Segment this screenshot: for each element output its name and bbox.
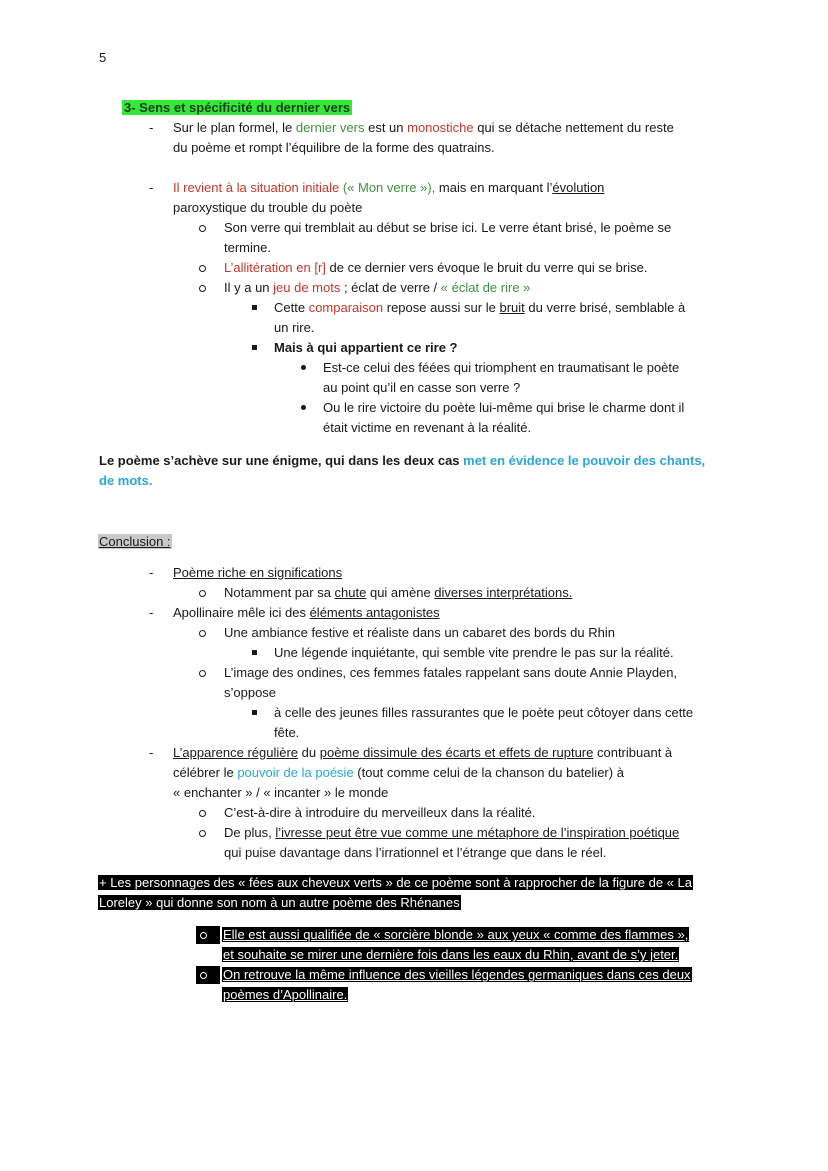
text-line: Une légende inquiétante, qui semble vite prendre le pas sur la réalité. (274, 645, 674, 660)
note-line: et souhaite se mirer une dernière fois dans les eaux du Rhin, avant de s’y jeter. (223, 947, 679, 962)
text-line: Notamment par sa chute qui amène diverses interprétations. (224, 585, 573, 600)
text-line: fête. (274, 725, 300, 740)
text-line: qui puise davantage dans l’irrationnel et l’étrange que dans le réel. (224, 845, 607, 860)
circle-bullet (199, 630, 206, 637)
square-bullet (252, 345, 257, 350)
circle-bullet (199, 285, 206, 292)
dash-bullet: - (149, 565, 154, 580)
text-line: C’est-à-dire à introduire du merveilleux dans la réalité. (224, 805, 536, 820)
text-line: Est-ce celui des féées qui triomphent en traumatisant le poète (323, 360, 680, 375)
text-line: Il revient à la situation initiale (« Mon verre »), mais en marquant l’évolution (173, 180, 605, 195)
dot-bullet (301, 365, 306, 370)
text-line: au point qu’il en casse son verre ? (323, 380, 521, 395)
text-line: Sur le plan formel, le dernier vers est un monostiche qui se détache nettement du reste (173, 120, 674, 135)
summary-line: Le poème s’achève sur une énigme, qui dans les deux cas met en évidence le pouvoir des chants, (99, 453, 706, 468)
circle-bullet (200, 972, 207, 979)
text-line: à celle des jeunes filles rassurantes que le poète peut côtoyer dans cette (274, 705, 694, 720)
dash-bullet: - (149, 605, 154, 620)
text-line: Mais à qui appartient ce rire ? (274, 340, 458, 355)
circle-bullet (199, 265, 206, 272)
dash-bullet: - (149, 180, 154, 195)
note-line: Elle est aussi qualifiée de « sorcière blonde » aux yeux « comme des flammes », (223, 927, 689, 942)
circle-bullet (200, 932, 207, 939)
text-line: L’image des ondines, ces femmes fatales rappelant sans doute Annie Playden, (224, 665, 678, 680)
text-line: célébrer le pouvoir de la poésie (tout comme celui de la chanson du batelier) à (173, 765, 624, 780)
note-line: + Les personnages des « fées aux cheveux verts » de ce poème sont à rapprocher de la figure de « La (99, 875, 692, 890)
text-line: s’oppose (224, 685, 277, 700)
text-line: « enchanter » / « incanter » le monde (173, 785, 389, 800)
text-line: un rire. (274, 320, 315, 335)
circle-bullet (199, 590, 206, 597)
text-line: Il y a un jeu de mots ; éclat de verre / « éclat de rire » (224, 280, 531, 295)
text-line: était victime en revenant à la réalité. (323, 420, 532, 435)
circle-bullet (199, 810, 206, 817)
conclusion-heading: Conclusion : (99, 534, 171, 549)
dash-bullet: - (149, 120, 154, 135)
summary-line: de mots. (99, 473, 153, 488)
text-line: Son verre qui tremblait au début se brise ici. Le verre étant brisé, le poème se (224, 220, 672, 235)
dot-bullet (301, 405, 306, 410)
dash-bullet: - (149, 745, 154, 760)
circle-bullet (199, 670, 206, 677)
square-bullet (252, 650, 257, 655)
text-line: De plus, l’ivresse peut être vue comme une métaphore de l’inspiration poétique (224, 825, 680, 840)
text-line: du poème et rompt l’équilibre de la forme des quatrains. (173, 140, 495, 155)
square-bullet (252, 305, 257, 310)
text-line: L’allitération en [r] de ce dernier vers évoque le bruit du verre qui se brise. (224, 260, 648, 275)
circle-bullet (199, 830, 206, 837)
note-line: On retrouve la même influence des vieilles légendes germaniques dans ces deux (223, 967, 691, 982)
circle-bullet (199, 225, 206, 232)
text-line: L’apparence régulière du poème dissimule des écarts et effets de rupture contribuant à (173, 745, 673, 760)
text-line: Poème riche en significations (173, 565, 343, 580)
text-line: Apollinaire mêle ici des éléments antagonistes (173, 605, 440, 620)
text-line: Ou le rire victoire du poète lui-même qui brise le charme dont il (323, 400, 685, 415)
page-number: 5 (99, 50, 107, 65)
text-line: termine. (224, 240, 271, 255)
text-line: Une ambiance festive et réaliste dans un cabaret des bords du Rhin (224, 625, 615, 640)
section-title: 3- Sens et spécificité du dernier vers (124, 100, 351, 115)
text-line: paroxystique du trouble du poète (173, 200, 363, 215)
note-line: Loreley » qui donne son nom à un autre poème des Rhénanes (99, 895, 460, 910)
square-bullet (252, 710, 257, 715)
text-line: Cette comparaison repose aussi sur le bruit du verre brisé, semblable à (274, 300, 686, 315)
note-line: poèmes d’Apollinaire. (223, 987, 348, 1002)
